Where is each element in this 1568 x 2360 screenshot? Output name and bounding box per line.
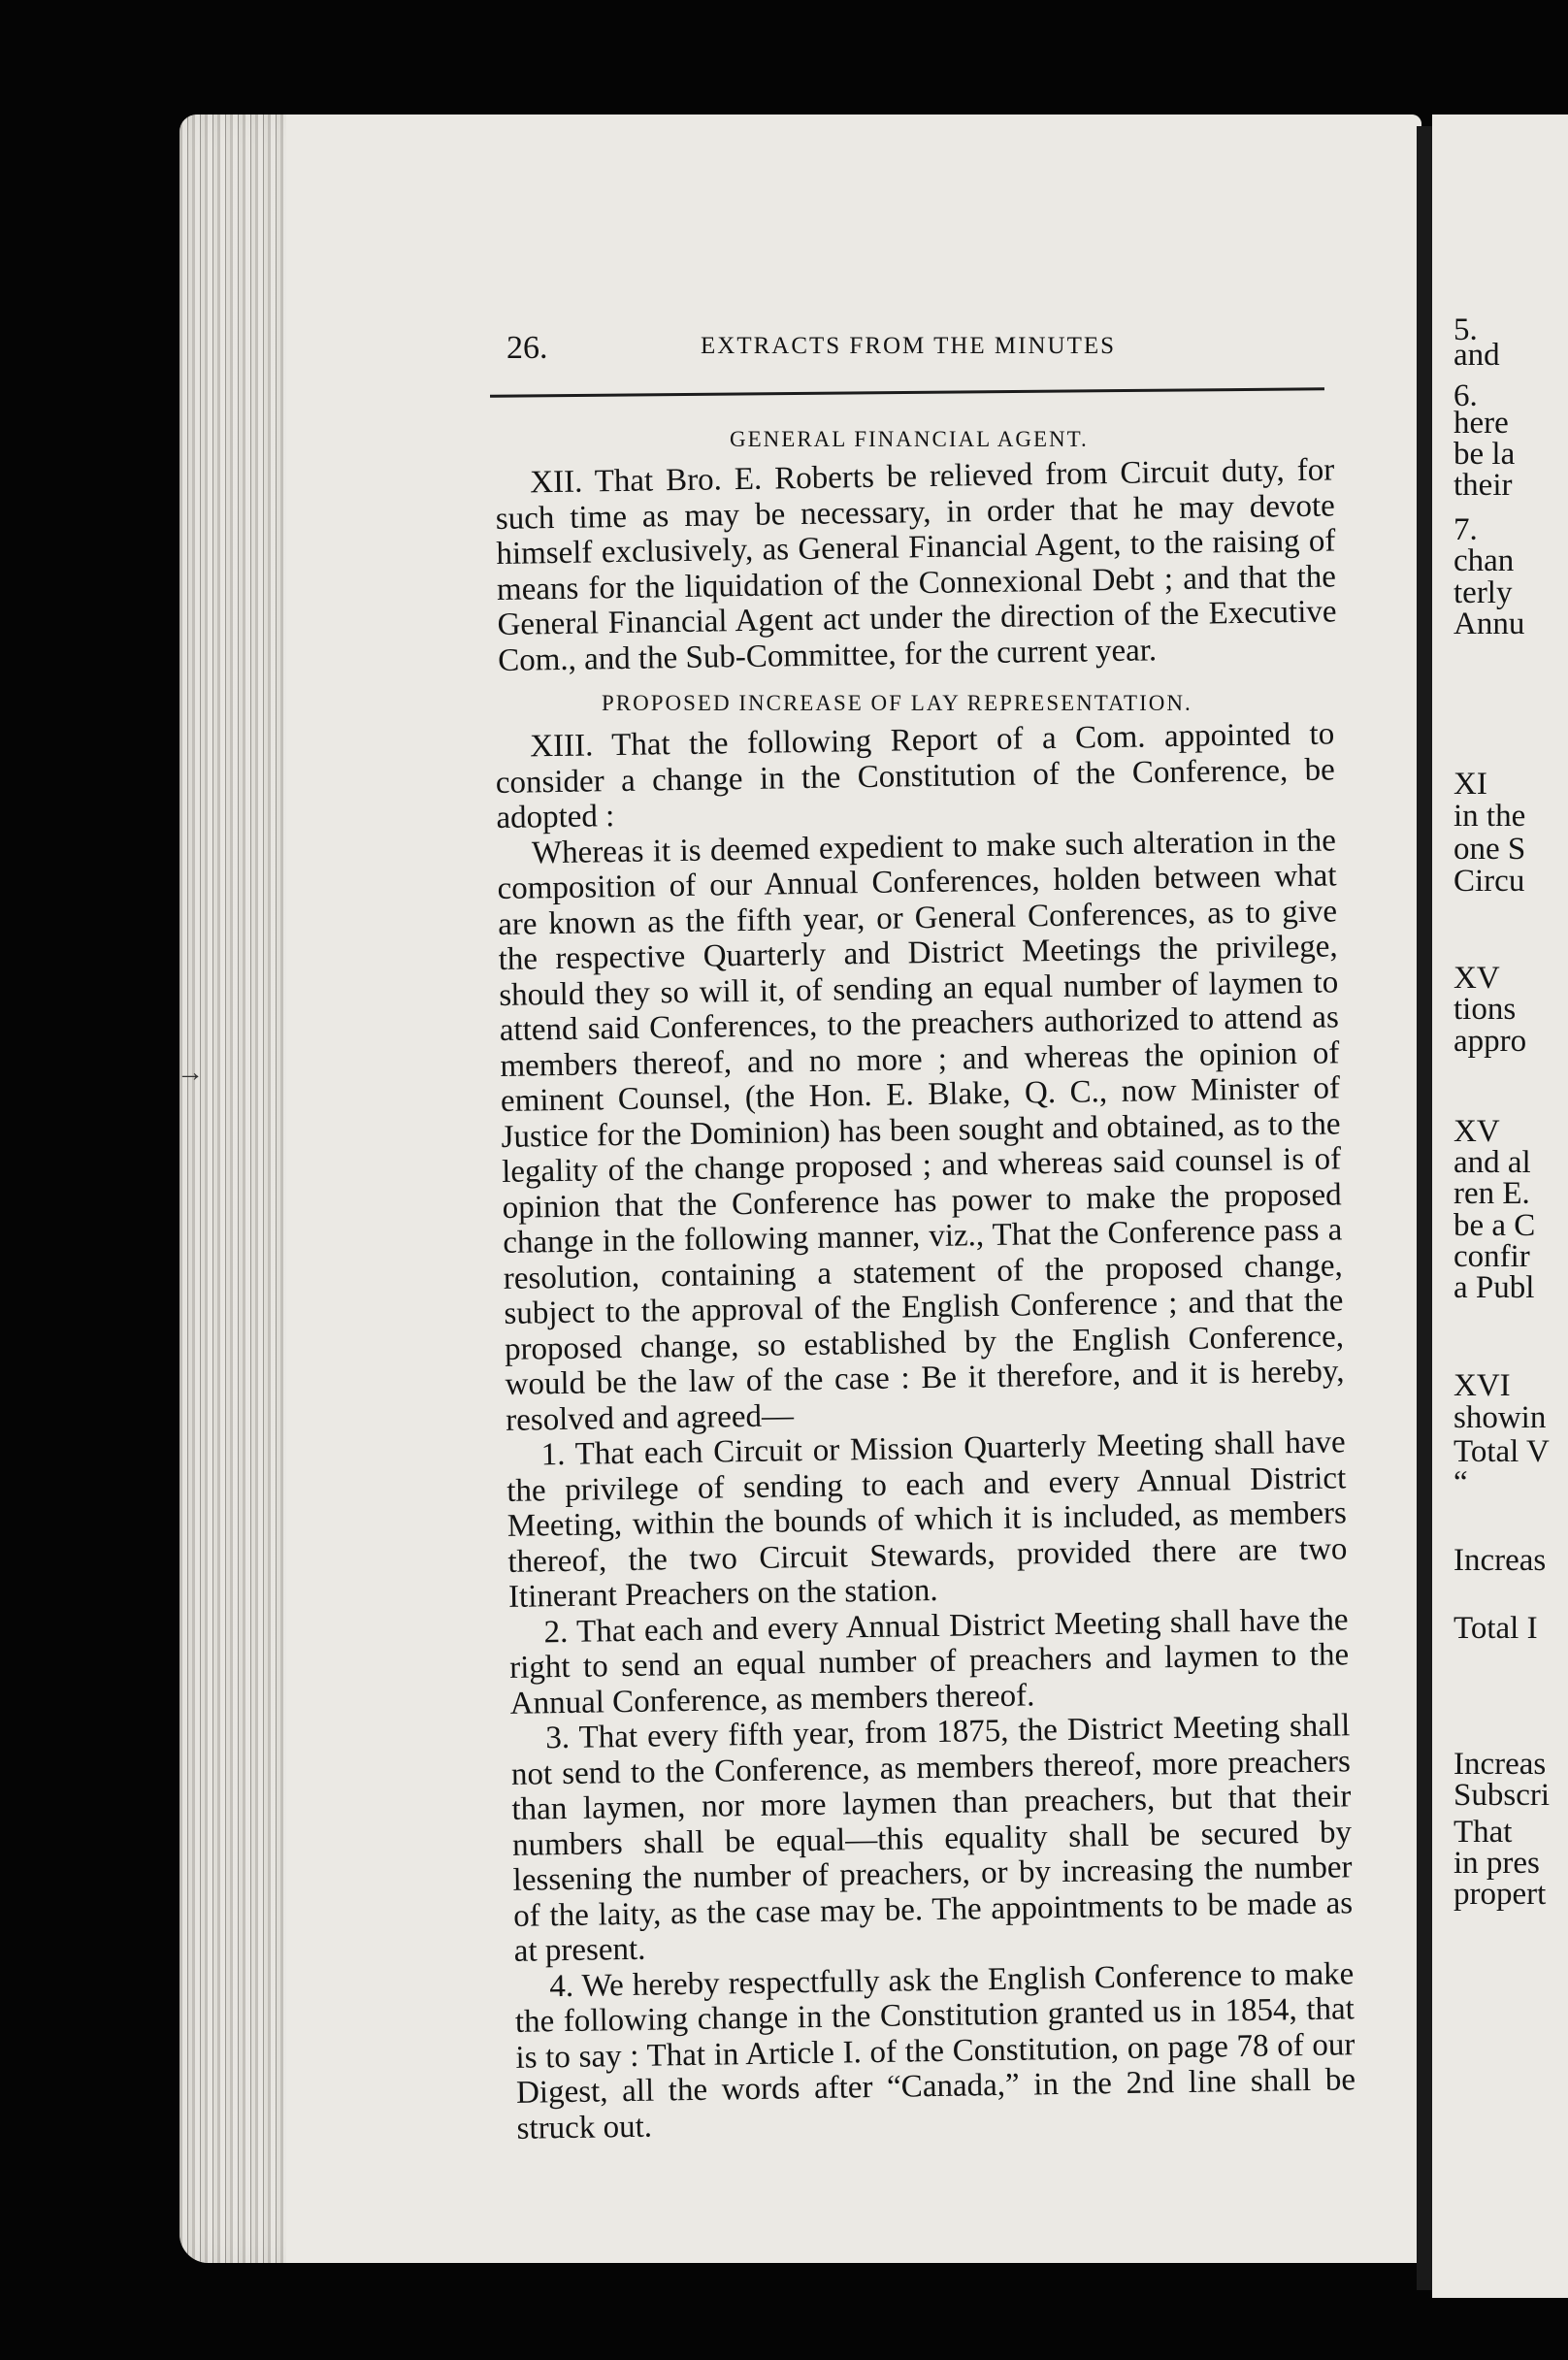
- resolution-xiii-intro: XIII. That the following Report of a Com. appointed to consider a change in the Constitution of the Conference, be adopted :: [495, 716, 1336, 836]
- list-item: 3. That every fifth year, from 1875, the District Meeting shall not send to the Conference, as members thereof, more preachers than laymen, nor more laymen than preachers, but that their numbers shall be equal—this equality shall be secured by lessening the number of preachers, or by increasing the number of the laity, as the case may be. The appointments to be made as at present.: [510, 1708, 1354, 1969]
- facing-page-fragment: be a C: [1454, 1208, 1536, 1243]
- facing-page-fragment: in pres: [1454, 1846, 1540, 1881]
- running-title: EXTRACTS FROM THE MINUTES: [701, 333, 1117, 359]
- facing-page-fragment: XI: [1454, 767, 1487, 802]
- facing-page-fragment: “: [1454, 1465, 1468, 1500]
- facing-page-fragment: Total I: [1454, 1611, 1538, 1646]
- section-1-body: [495, 452, 1337, 678]
- resolution-xii: XII. That Bro. E. Roberts be relieved from Circuit duty, for such time as may be necessary, in order that he may devote himself exclusively, as General Financial Agent, to the raising of means for the liquidation of the Connexional Debt ; and that the General Financial Agent act under the direction of the Executive Com., and the Sub-Committee, for the current year.: [495, 452, 1337, 678]
- facing-page-fragment: 6.: [1454, 378, 1478, 413]
- list-item: 1. That each Circuit or Mission Quarterly Meeting shall have the privilege of sending to each and every Annual District Meeting, within the bounds of which it is included, as members thereof, the two Circuit Stewards, provided there are two Itinerant Preachers on the station.: [506, 1425, 1348, 1615]
- facing-page-fragment: Subscri: [1454, 1778, 1550, 1813]
- facing-page-fragment: showin: [1454, 1400, 1547, 1435]
- facing-page-fragment: tions: [1454, 992, 1517, 1027]
- page-number: 26.: [506, 330, 548, 366]
- margin-arrow-mark: →: [177, 1058, 204, 1088]
- facing-page-fragment: propert: [1454, 1877, 1547, 1912]
- facing-page-fragment: Annu: [1454, 606, 1525, 641]
- section-heading-financial-agent: GENERAL FINANCIAL AGENT.: [730, 427, 1089, 451]
- facing-page-fragment: one S: [1454, 832, 1526, 867]
- facing-page-fragment: Increas: [1454, 1543, 1547, 1578]
- book-page-right: [1432, 115, 1568, 2298]
- facing-page-fragment: Total V: [1454, 1434, 1550, 1469]
- facing-page-fragment: XVI: [1454, 1368, 1511, 1403]
- facing-page-fragment: terly: [1454, 575, 1513, 610]
- facing-page-fragment: XV: [1454, 961, 1500, 996]
- facing-page-fragment: and: [1454, 338, 1500, 373]
- facing-page-fragment: appro: [1454, 1024, 1527, 1059]
- facing-page-fragment: chan: [1454, 543, 1515, 578]
- facing-page-fragment: Circu: [1454, 864, 1525, 899]
- facing-page-fragment: Increas: [1454, 1747, 1547, 1782]
- list-item: 2. That each and every Annual District Meeting shall have the right to send an equal number of preachers and laymen to the Annual Conference, as members thereof.: [508, 1601, 1350, 1721]
- page-header: [506, 330, 1322, 378]
- facing-page-fragment: here: [1454, 406, 1509, 441]
- facing-page-fragment: 5.: [1454, 312, 1478, 347]
- page-edge-stack: [180, 115, 286, 2263]
- facing-page-fragment: a Publ: [1454, 1270, 1535, 1305]
- list-item: 4. We hereby respectfully ask the English Conference to make the following change in the Constitution granted us in 1854, that is to say : That in Article I. of the Constitution, on page 78 of our Digest, all the words after “Canada,” in the 2nd line shall be struck out.: [514, 1955, 1356, 2147]
- facing-page-fragment: their: [1454, 468, 1513, 503]
- section-heading-lay-representation: PROPOSED INCREASE OF LAY REPRESENTATION.: [602, 691, 1192, 715]
- facing-page-fragment: 7.: [1454, 512, 1478, 547]
- facing-page-fragment: and al: [1454, 1145, 1531, 1180]
- facing-page-fragment: ren E.: [1454, 1176, 1530, 1211]
- facing-page-fragment: be la: [1454, 437, 1516, 472]
- facing-page-fragment: XV: [1454, 1114, 1500, 1149]
- facing-page-fragment: That: [1454, 1815, 1513, 1850]
- facing-page-fragment: in the: [1454, 799, 1526, 834]
- section-2-body: [495, 716, 1356, 2147]
- facing-page-fragment: confir: [1454, 1239, 1530, 1274]
- whereas-clause: Whereas it is deemed expedient to make such alteration in the composition of our Annual Conferences, holden between what are known as the fifth year, or General Conferences, as to give the respective Quarterly and District Meetings the privilege, should they so will it, of sending an equal number of laymen to attend said Conferences, to the preachers authorized to attend as members thereof, and no more ; and whereas the opinion of eminent Counsel, (the Hon. E. Blake, Q. C., now Minister of Justice for the Dominion) has been sought and obtained, as to the legality of the change proposed ; and whereas said counsel is of opinion that the Conference has power to make the proposed change in the following manner, viz., That the Conference pass a resolution, containing a statement of the proposed change, subject to the approval of the English Conference ; and that the proposed change, so established by the English Conference, would be the law of the case : Be it therefore, and it is hereby, resolved and agreed—: [497, 822, 1345, 1438]
- book-gutter: [1417, 126, 1432, 2290]
